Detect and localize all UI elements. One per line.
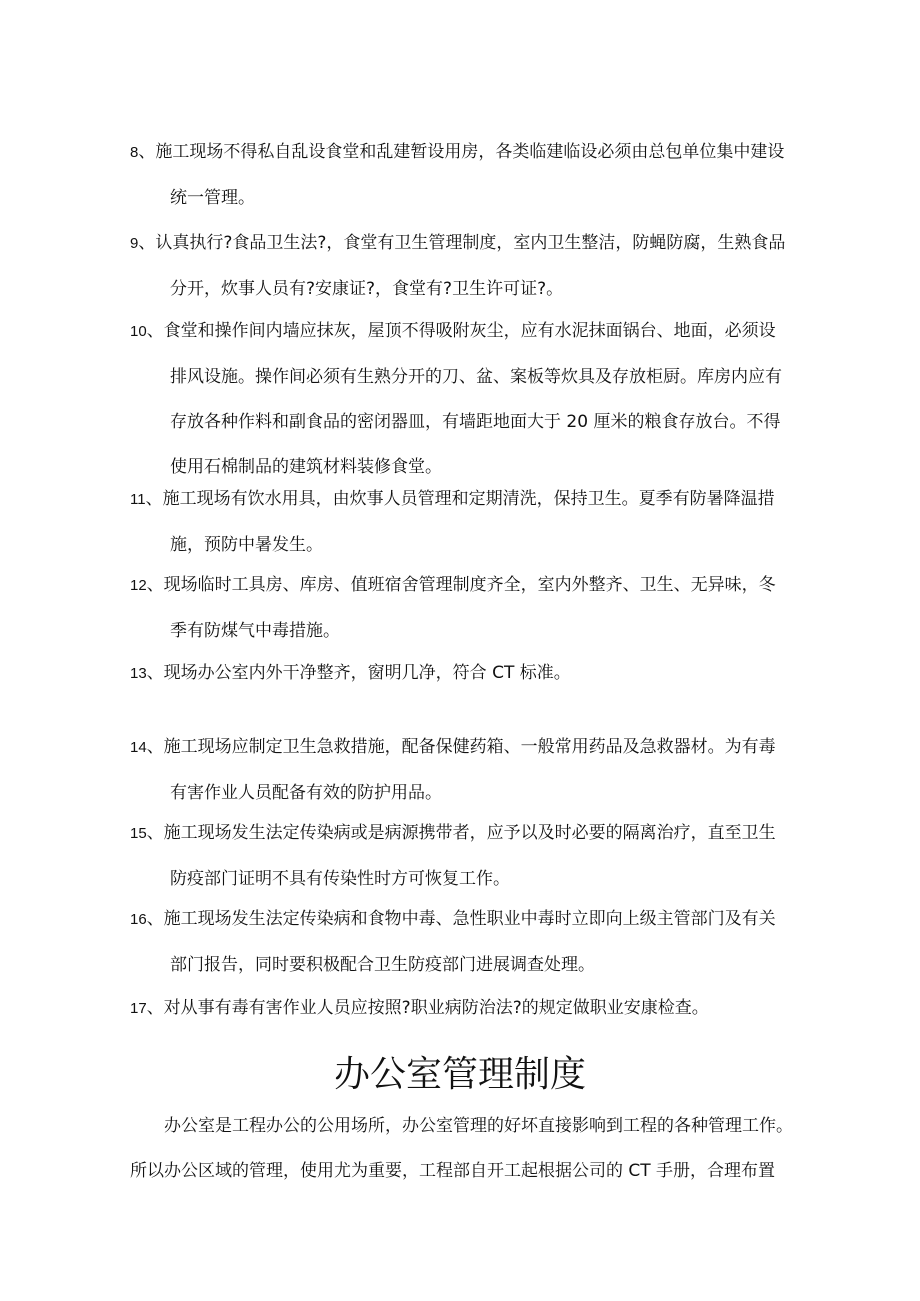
regulation-item-first-line — [130, 997, 850, 1020]
regulation-item — [130, 141, 850, 209]
regulation-number: 11 — [130, 491, 146, 508]
section-title: 办公室管理制度 — [333, 1054, 586, 1095]
regulation-item-continuation — [170, 411, 850, 433]
regulation-text: 分开，炊事人员有?安康证?，食堂有?卫生许可证?。 — [170, 279, 564, 299]
regulation-item — [130, 908, 850, 976]
regulation-text: 、现场办公室内外干净整齐，窗明几净，符合 CT 标准。 — [146, 663, 571, 683]
regulation-text: 、认真执行?食品卫生法?，食堂有卫生管理制度，室内卫生整洁，防蝇防腐，生熟食品 — [138, 233, 786, 253]
regulation-item-first-line — [130, 320, 850, 343]
regulation-text: 使用石棉制品的建筑材料装修食堂。 — [170, 457, 442, 477]
regulation-item-continuation — [170, 620, 850, 642]
regulation-number: 9 — [130, 235, 139, 252]
regulation-text: 统一管理。 — [170, 188, 255, 208]
regulation-number: 14 — [130, 739, 147, 756]
regulation-text: 、施工现场有饮水用具，由炊事人员管理和定期清洗，保持卫生。夏季有防暑降温措 — [145, 489, 775, 509]
regulation-number: 10 — [130, 323, 147, 340]
regulation-item-first-line — [130, 574, 850, 597]
regulation-text: 排风设施。操作间必须有生熟分开的刀、盆、案板等炊具及存放柜厨。库房内应有 — [170, 367, 782, 387]
regulation-text: 、施工现场发生法定传染病或是病源携带者，应予以及时必要的隔离治疗，直至卫生 — [146, 823, 776, 843]
regulation-item — [130, 232, 850, 300]
regulation-text: 存放各种作料和副食品的密闭器皿，有墙距地面大于 20 厘米的粮食存放台。不得 — [170, 412, 781, 432]
regulation-item-continuation — [170, 187, 850, 209]
regulation-text: 部门报告，同时要积极配合卫生防疫部门进展调查处理。 — [170, 955, 595, 975]
regulation-text: 防疫部门证明不具有传染性时方可恢复工作。 — [170, 869, 510, 889]
regulation-item — [130, 736, 850, 804]
regulation-text: 、施工现场不得私自乱设食堂和乱建暂设用房，各类临建临设必须由总包单位集中建设 — [138, 142, 785, 162]
regulation-item — [130, 662, 850, 685]
regulation-item-first-line — [130, 736, 850, 759]
regulation-text: 施，预防中暑发生。 — [170, 535, 323, 555]
regulation-item-first-line — [130, 908, 850, 931]
regulation-item-first-line — [130, 488, 850, 511]
regulation-text: 有害作业人员配备有效的防护用品。 — [170, 783, 442, 803]
regulation-text: 、现场临时工具房、库房、值班宿舍管理制度齐全，室内外整齐、卫生、无异味，冬 — [146, 575, 776, 595]
regulation-item — [130, 997, 850, 1020]
regulation-item — [130, 320, 850, 478]
regulation-item-first-line — [130, 822, 850, 845]
regulation-item-first-line — [130, 662, 850, 685]
regulation-item-first-line — [130, 232, 850, 255]
regulation-text: 季有防煤气中毒措施。 — [170, 621, 340, 641]
paragraph-line-1: 办公室是工程办公的公用场所，办公室管理的好坏直接影响到工程的各种管理工作。 — [130, 1116, 793, 1136]
regulation-item — [130, 488, 850, 556]
regulation-text: 、对从事有毒有害作业人员应按照?职业病防治法?的规定做职业安康检查。 — [146, 998, 709, 1018]
regulation-number: 13 — [130, 665, 147, 682]
regulation-number: 8 — [130, 144, 139, 161]
regulation-text: 、施工现场发生法定传染病和食物中毒、急性职业中毒时立即向上级主管部门及有关 — [146, 909, 776, 929]
paragraph-line-2: 所以办公区域的管理，使用尤为重要，工程部自开工起根据公司的 CT 手册，合理布置 — [130, 1161, 776, 1181]
regulation-item-continuation — [170, 868, 850, 890]
regulation-number: 12 — [130, 577, 147, 594]
regulation-item-first-line — [130, 141, 850, 164]
regulation-number: 15 — [130, 825, 147, 842]
regulation-text: 、食堂和操作间内墙应抹灰，屋顶不得吸附灰尘，应有水泥抹面锅台、地面，必须设 — [146, 321, 776, 341]
regulation-item — [130, 822, 850, 890]
regulation-item-continuation — [170, 278, 850, 300]
regulation-text: 、施工现场应制定卫生急救措施，配备保健药箱、一般常用药品及急救器材。为有毒 — [146, 737, 776, 757]
regulation-number: 16 — [130, 911, 147, 928]
regulation-item-continuation — [170, 954, 850, 976]
regulation-item-continuation — [170, 366, 850, 388]
regulation-number: 17 — [130, 1000, 147, 1017]
regulation-item-continuation — [170, 782, 850, 804]
regulation-item-continuation — [170, 534, 850, 556]
regulation-item-continuation — [170, 456, 850, 478]
regulation-item — [130, 574, 850, 642]
